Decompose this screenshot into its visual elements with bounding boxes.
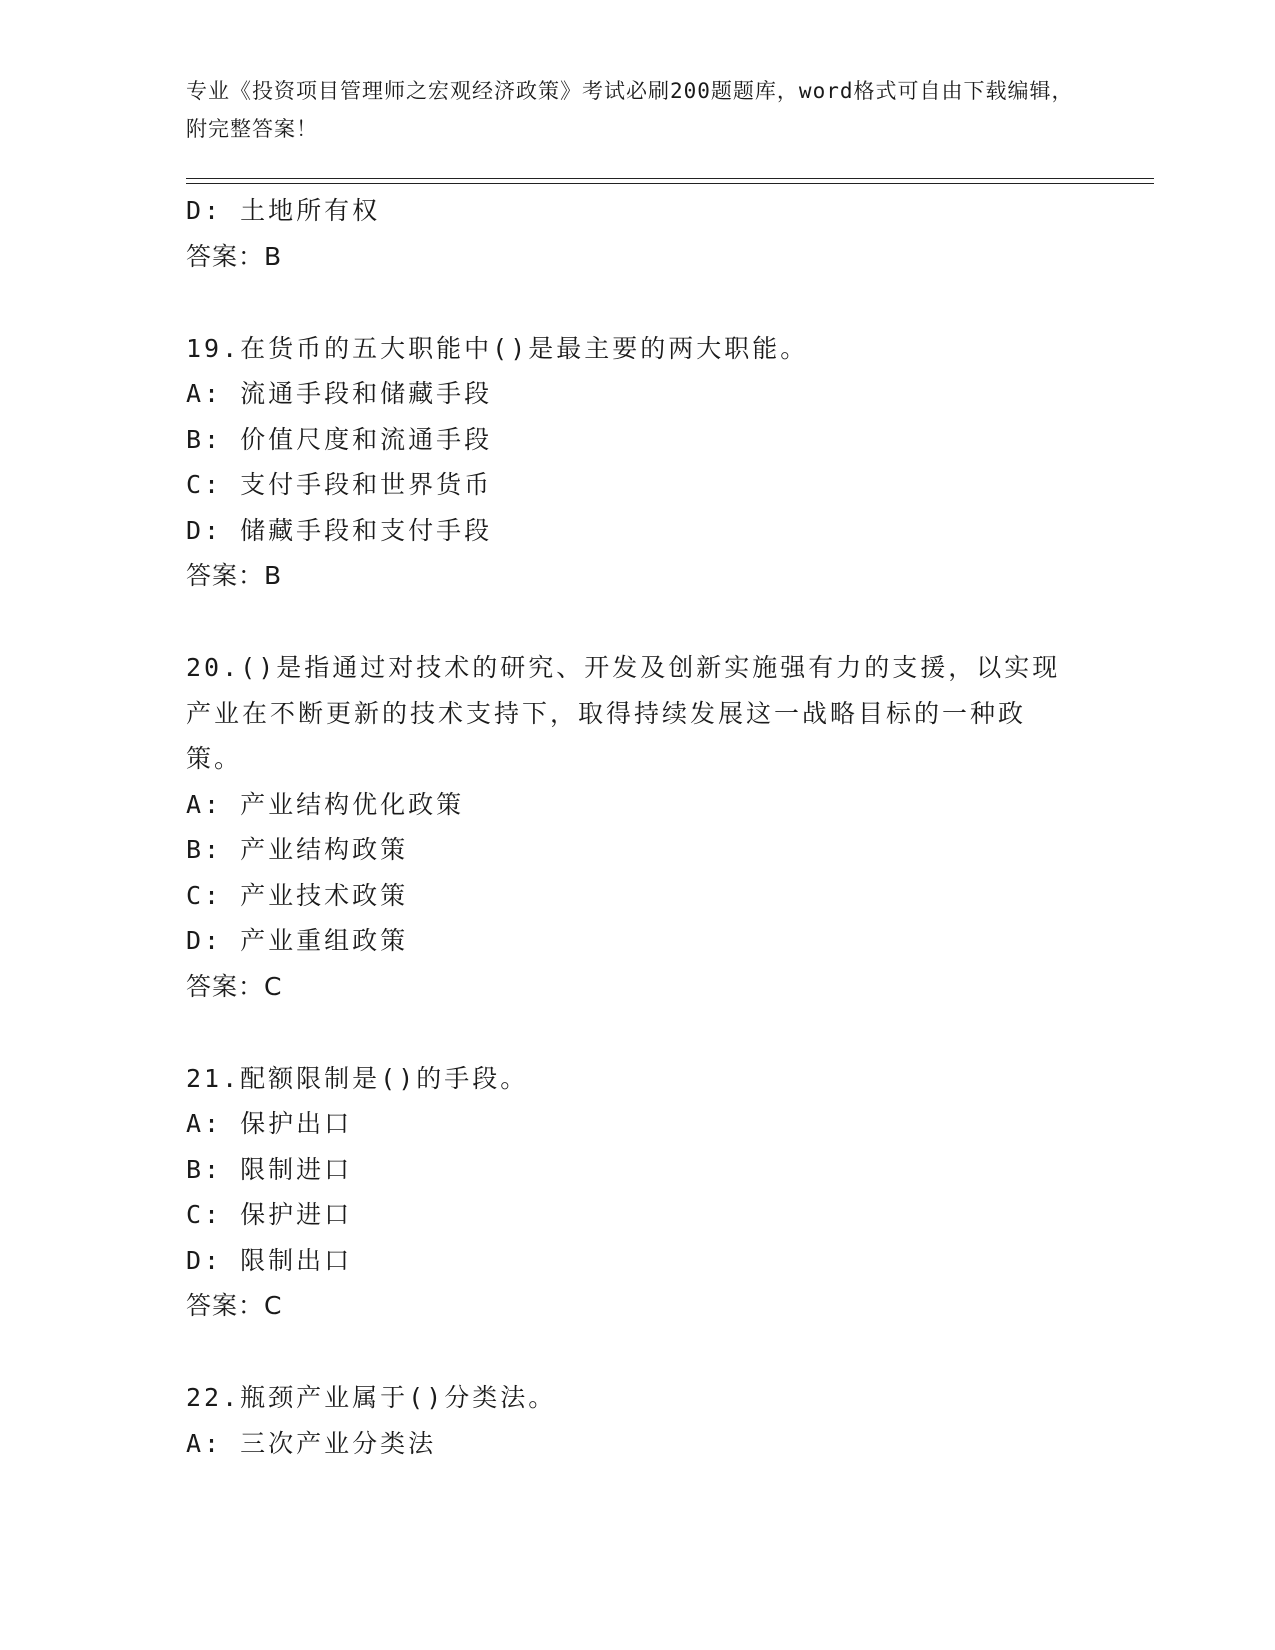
option-d: D: 限制出口 — [186, 1245, 353, 1275]
spacer — [186, 1010, 1076, 1056]
option-a: A: 产业结构优化政策 — [186, 789, 465, 819]
option-b: B: 价值尺度和流通手段 — [186, 424, 493, 454]
option-d: D: 土地所有权 — [186, 196, 381, 225]
spacer — [186, 1329, 1076, 1375]
option-d: D: 产业重组政策 — [186, 926, 409, 955]
answer: 答案：C — [186, 1291, 283, 1320]
question-stem: 21.配额限制是()的手段。 — [186, 1063, 529, 1093]
header-divider-bottom — [186, 183, 1154, 184]
question-stem: 22.瓶颈产业属于()分类法。 — [186, 1383, 557, 1412]
document-header: 专业《投资项目管理师之宏观经济政策》考试必刷200题题库，word格式可自由下载编辑，附完整答案！ — [186, 79, 1074, 141]
answer: 答案：B — [186, 561, 283, 590]
option-c: C: 支付手段和世界货币 — [186, 470, 493, 499]
option-a: A: 保护出口 — [186, 1109, 353, 1138]
option-a: A: 流通手段和储藏手段 — [186, 379, 493, 408]
option-b: B: 产业结构政策 — [186, 835, 409, 864]
header-divider-top — [186, 178, 1154, 179]
question-stem: 19.在货币的五大职能中()是最主要的两大职能。 — [186, 333, 809, 363]
spacer — [186, 280, 1076, 326]
option-b: B: 限制进口 — [186, 1154, 353, 1184]
option-c: C: 保护进口 — [186, 1200, 353, 1229]
question-list — [186, 188, 1076, 1466]
answer: 答案：C — [186, 971, 283, 1001]
question-stem: 20.()是指通过对技术的研究、开发及创新实施强有力的支援，以实现产业在不断更新的技术支持下，取得持续发展这一战略目标的一种政策。 — [186, 653, 1061, 773]
option-d: D: 储藏手段和支付手段 — [186, 515, 493, 545]
spacer — [186, 599, 1076, 645]
option-c: C: 产业技术政策 — [186, 880, 409, 910]
option-a: A: 三次产业分类法 — [186, 1428, 437, 1458]
answer: 答案：B — [186, 241, 283, 271]
